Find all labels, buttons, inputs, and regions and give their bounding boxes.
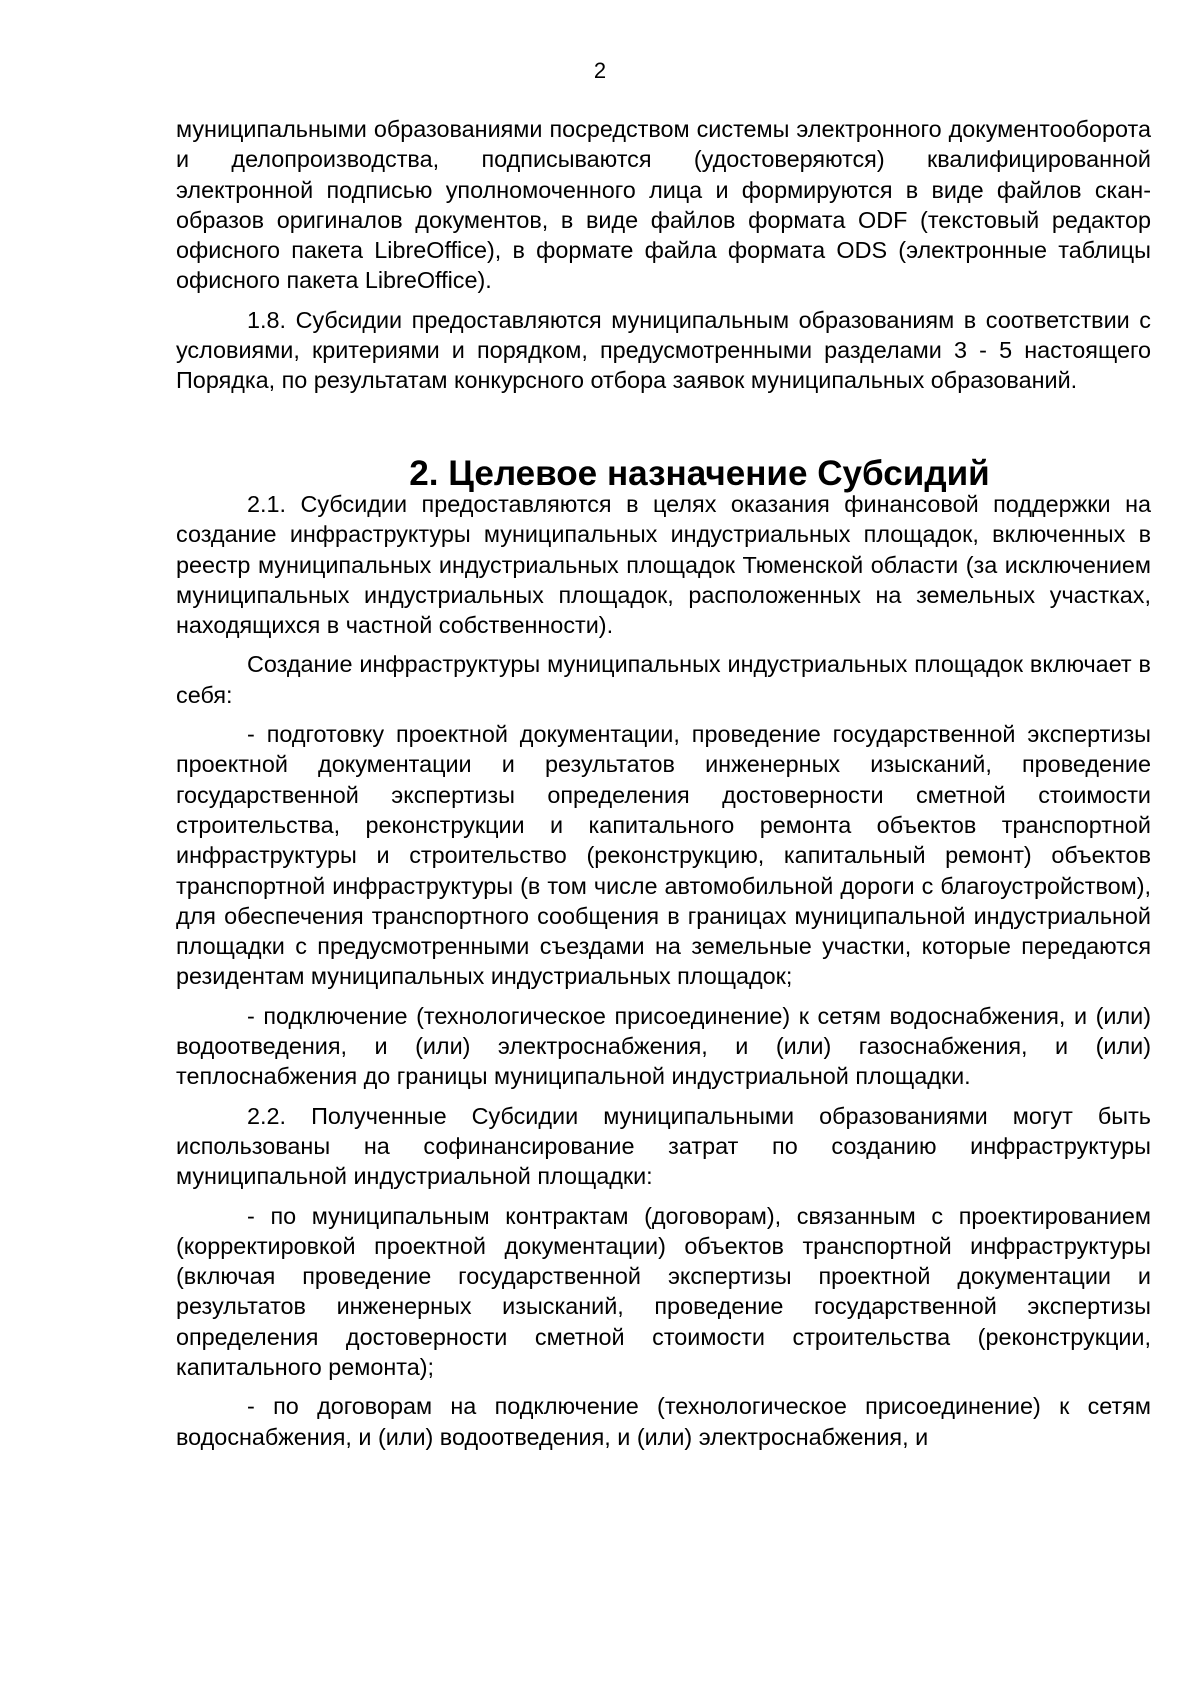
paragraph-2-2: 2.2. Полученные Субсидии муниципальными образованиями могут быть использованы на софинансирование затрат по созданию инфраструктуры муниципальной индустриальной площадки: bbox=[176, 1102, 1151, 1190]
section-2-title: 2. Целевое назначение Субсидий bbox=[409, 453, 990, 493]
list-item-design-documentation: - подготовку проектной документации, проведение государственной экспертизы проектной документации и результатов инженерных изысканий, проведение государственной экспертизы определения достоверности сметной стоимости строительства, реконструкции и капитального ремонта объектов транспортной инфраструктуры и строительство (реконструкцию, капитальный ремонт) объектов транспортной инфраструктуры (в том числе автомобильной дороги с благоустройством), для обеспечения транспортного сообщения в границах муниципальной индустриальной площадки с предусмотренными съездами на земельные участки, которые передаются резидентам муниципальных индустриальных площадок; bbox=[176, 721, 1151, 990]
section-spacer bbox=[176, 405, 1151, 459]
paragraph-infrastructure-intro: Создание инфраструктуры муниципальных индустриальных площадок включает в себя: bbox=[176, 651, 1151, 708]
list-item-connection-agreements: - по договорам на подключение (технологическое присоединение) к сетям водоснабжения, и (или) водоотведения, и (или) электроснабжения, и bbox=[176, 1393, 1151, 1450]
list-item-municipal-contracts: - по муниципальным контрактам (договорам), связанным с проектированием (корректировкой проектной документации) объектов транспортной инфраструктуры (включая проведение государственной экспертизы проектной документации и результатов инженерных изысканий, проведение государственной экспертизы определения достоверности сметной стоимости строительства (реконструкции, капитального ремонта); bbox=[176, 1202, 1151, 1380]
document-body bbox=[176, 114, 1151, 1461]
page-number: 2 bbox=[593, 58, 607, 83]
paragraph-1-8: 1.8. Субсидии предоставляются муниципальным образованиям в соответствии с условиями, критериями и порядком, предусмотренными разделами 3 - 5 настоящего Порядка, по результатам конкурсного отбора заявок муниципальных образований. bbox=[176, 306, 1151, 394]
paragraph-continuation: муниципальными образованиями посредством системы электронного документооборота и делопроизводства, подписываются (удостоверяются) квалифицированной электронной подписью уполномоченного лица и формируются в виде файлов скан-образов оригиналов документов, в виде файлов формата ODF (текстовый редактор офисного пакета LibreOffice), в формате файла формата ODS (электронные таблицы офисного пакета LibreOffice). bbox=[176, 116, 1151, 294]
paragraph-2-1: 2.1. Субсидии предоставляются в целях оказания финансовой поддержки на создание инфраструктуры муниципальных индустриальных площадок, включенных в реестр муниципальных индустриальных площадок Тюменской области (за исключением муниципальных индустриальных площадок, расположенных на земельных участках, находящихся в частной собственности). bbox=[176, 490, 1151, 639]
list-item-utility-connection: - подключение (технологическое присоединение) к сетям водоснабжения, и (или) водоотведения, и (или) электроснабжения, и (или) газоснабжения, и (или) теплоснабжения до границы муниципальной индустриальной площадки. bbox=[176, 1002, 1151, 1090]
